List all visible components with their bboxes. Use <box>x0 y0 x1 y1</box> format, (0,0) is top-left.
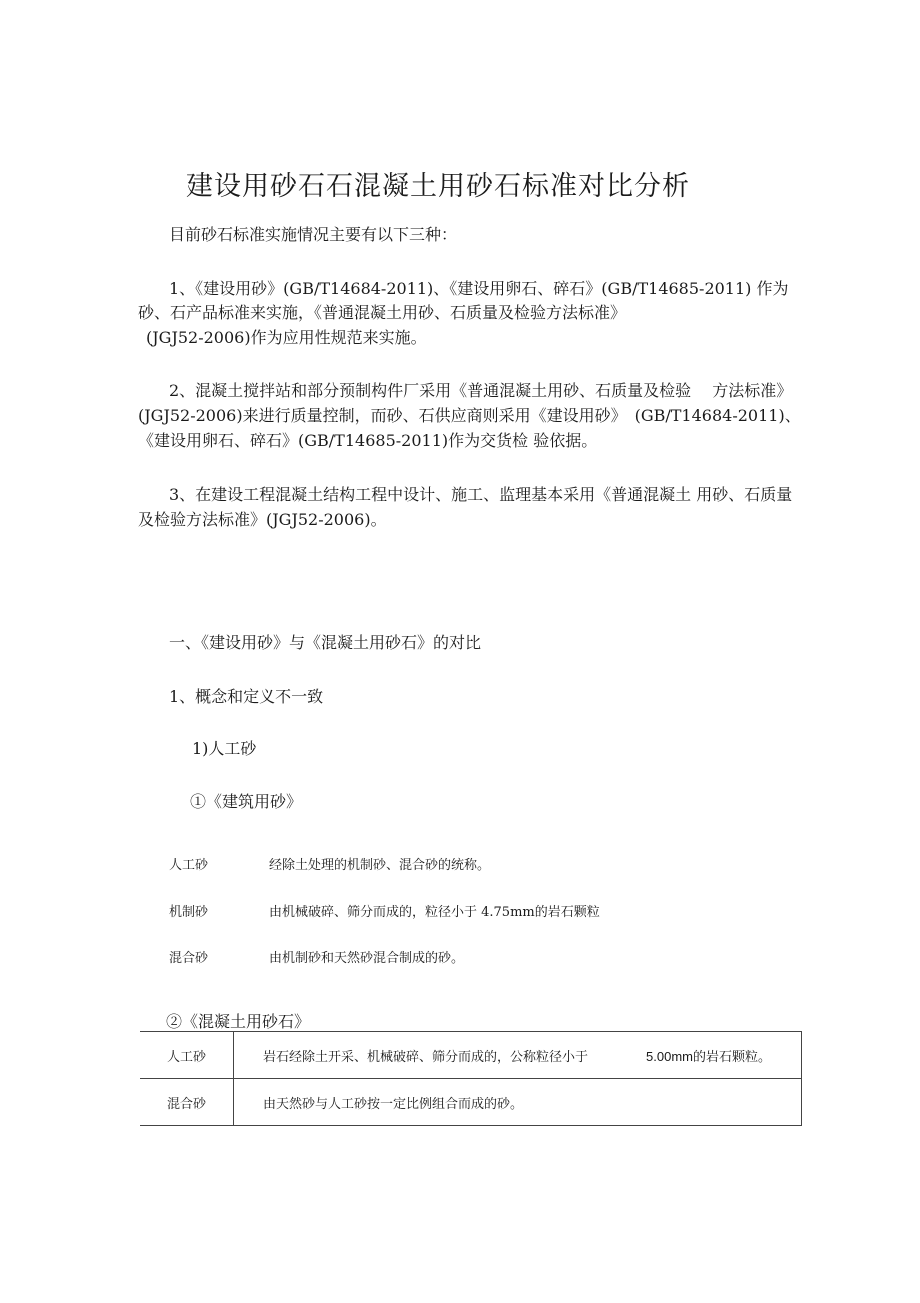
definition-table <box>140 1031 802 1126</box>
table-cell-term: 混合砂 <box>140 1079 234 1126</box>
definition-term: 机制砂 <box>169 905 209 920</box>
item3-line2: 及检验方法标准》(JGJ52-2006)。 <box>138 510 387 529</box>
table-cell-desc <box>234 1032 802 1079</box>
definition-desc: 由机械破碎、筛分而成的，粒径小于 4.75mm的岩石颗粒 <box>269 905 600 920</box>
table-cell-desc-size: 5.00mm的岩石颗粒。 <box>646 1048 771 1064</box>
table-row <box>140 1079 802 1126</box>
subsection-item: 1)人工砂 <box>192 739 257 758</box>
item1-line1: 1、《建设用砂》(GB/T14684-2011)、《建设用卵石、碎石》(GB/T14685-2011) 作为 <box>169 279 789 298</box>
table-cell-desc <box>234 1079 802 1126</box>
document-title: 建设用砂石石混凝土用砂石标准对比分析 <box>186 171 690 202</box>
subsection-heading: 1、概念和定义不一致 <box>169 687 324 706</box>
table-cell-desc-text: 由天然砂与人工砂按一定比例组合而成的砂。 <box>263 1096 524 1112</box>
definition-desc: 经除土处理的机制砂、混合砂的统称。 <box>269 858 491 873</box>
item3-line1: 3、在建设工程混凝土结构工程中设计、施工、监理基本采用《普通混凝土 用砂、石质量 <box>169 485 793 504</box>
table-row <box>140 1032 802 1079</box>
item2-line1: 2、混凝土搅拌站和部分预制构件厂采用《普通混凝土用砂、石质量及检验 方法标准》 <box>169 381 793 400</box>
intro-paragraph: 目前砂石标准实施情况主要有以下三种： <box>169 225 458 244</box>
definition-term: 混合砂 <box>169 951 209 966</box>
standard-heading-2: ②《混凝土用砂石》 <box>166 1012 311 1031</box>
section-heading: 一、《建设用砂》与《混凝土用砂石》的对比 <box>169 633 482 652</box>
definition-term: 人工砂 <box>169 858 209 873</box>
item1-line2: 砂、石产品标准来实施，《普通混凝土用砂、石质量及检验方法标准》 <box>138 303 627 322</box>
definition-desc: 由机制砂和天然砂混合制成的砂。 <box>269 951 465 966</box>
item1-line3: (JGJ52-2006)作为应用性规范来实施。 <box>146 328 427 347</box>
table-cell-desc-text: 岩石经除土开采、机械破碎、筛分而成的，公称粒径小于 <box>263 1049 589 1065</box>
table-cell-term: 人工砂 <box>140 1032 234 1079</box>
item2-line3: 《建设用卵石、碎石》(GB/T14685-2011)作为交货检 验依据。 <box>138 431 598 450</box>
standard-heading-1: ①《建筑用砂》 <box>190 792 303 811</box>
item2-line2: (JGJ52-2006)来进行质量控制，而砂、石供应商则采用《建设用砂》 (GB/T14684-2011)、 <box>138 406 801 425</box>
